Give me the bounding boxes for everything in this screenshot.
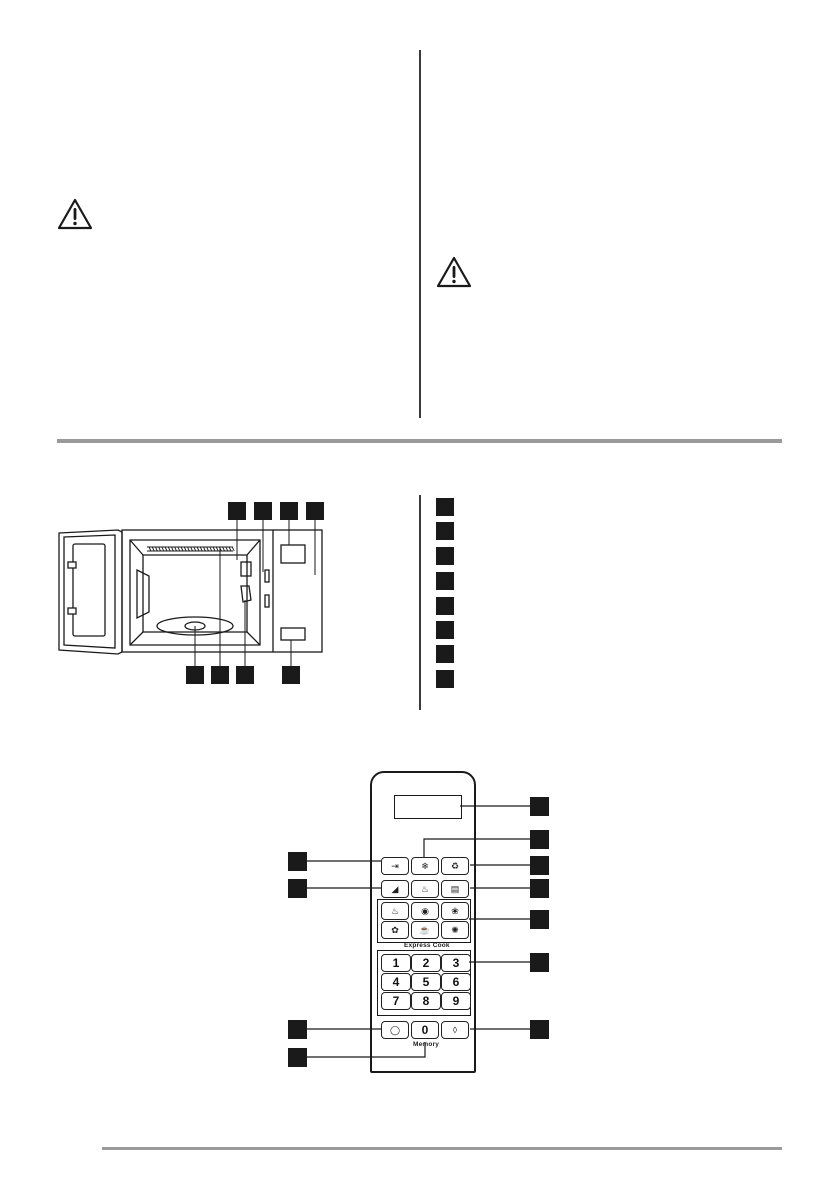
footer-rule [102, 1147, 782, 1150]
number-key-1: 1 [381, 954, 411, 972]
legend-marker [436, 670, 454, 688]
column-divider-top [419, 50, 421, 418]
number-key-4: 4 [381, 973, 411, 991]
pizza-icon: ◉ [411, 902, 439, 920]
defrost-icon: ❄ [411, 857, 439, 875]
popcorn-icon: ❀ [441, 902, 469, 920]
number-key-6: 6 [441, 973, 471, 991]
menu-icon: ▤ [441, 880, 469, 898]
legend-marker [436, 645, 454, 663]
beverage-icon: ♨ [381, 902, 409, 920]
number-key-2: 2 [411, 954, 441, 972]
ramp-icon: ◢ [381, 880, 409, 898]
express-cook-label: Express Cook [404, 942, 450, 949]
column-divider-middle [419, 495, 421, 710]
keypad-callouts [286, 795, 556, 1070]
grill-icon: ♨ [411, 880, 439, 898]
vegetables-icon: ✿ [381, 921, 409, 939]
cup-icon: ☕ [411, 921, 439, 939]
number-key-5: 5 [411, 973, 441, 991]
warning-triangle-icon [56, 197, 94, 231]
legend-marker [436, 621, 454, 639]
number-key-9: 9 [441, 992, 471, 1010]
number-key-8: 8 [411, 992, 441, 1010]
start-icon: ◊ [441, 1021, 469, 1039]
memory-label: Memory [413, 1041, 440, 1048]
number-key-7: 7 [381, 992, 411, 1010]
legend-marker [436, 547, 454, 565]
auto-cook-icon: ♻ [441, 857, 469, 875]
section-rule [57, 439, 782, 443]
number-key-0: 0 [411, 1021, 439, 1039]
legend-marker [436, 522, 454, 540]
legend-marker [436, 572, 454, 590]
legend-marker [436, 597, 454, 615]
warning-triangle-icon [435, 255, 473, 289]
stop-icon: ◯ [381, 1021, 409, 1039]
oven-diagram [55, 500, 335, 690]
number-key-3: 3 [441, 954, 471, 972]
legend-marker [436, 498, 454, 516]
fish-icon: ✺ [441, 921, 469, 939]
skip-end-icon: ⇥ [381, 857, 409, 875]
